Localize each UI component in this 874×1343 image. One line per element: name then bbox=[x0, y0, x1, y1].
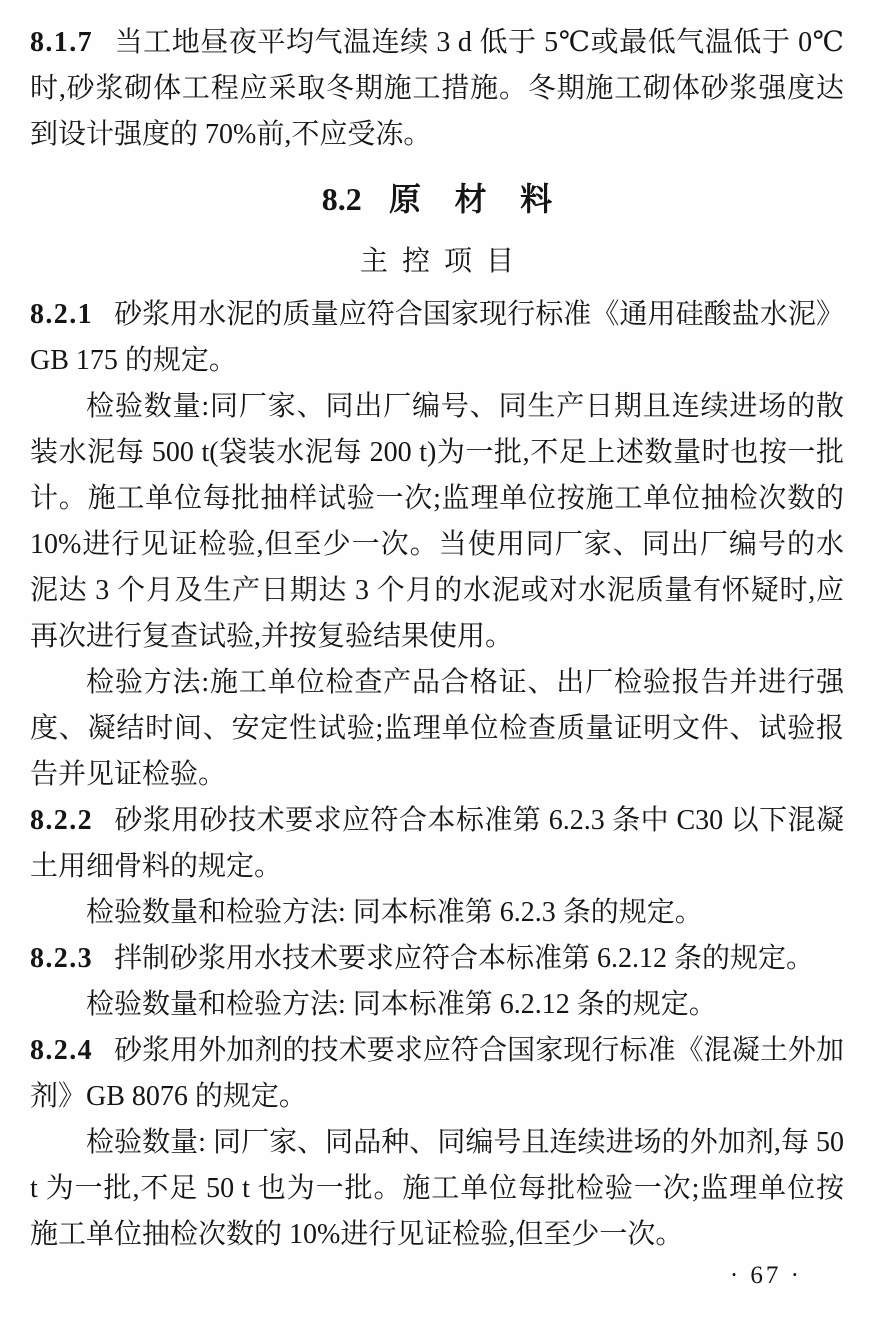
section-heading-title: 原材料 bbox=[388, 181, 586, 217]
clause-8-2-1-text: 砂浆用水泥的质量应符合国家现行标准《通用硅酸盐水泥》GB 175 的规定。 bbox=[30, 299, 844, 376]
clause-8-1-7 bbox=[30, 20, 844, 158]
page-number: · 67 · bbox=[729, 1262, 802, 1289]
clause-8-2-3-text: 拌制砂浆用水技术要求应符合本标准第 6.2.12 条的规定。 bbox=[114, 943, 815, 974]
clause-8-2-3 bbox=[30, 936, 844, 982]
clause-8-2-1-inspection-method: 检验方法:施工单位检查产品合格证、出厂检验报告并进行强度、凝结时间、安定性试验;监理单位检查质量证明文件、试验报告并见证检验。 bbox=[30, 667, 844, 790]
clause-8-2-2-number: 8.2.2 bbox=[30, 805, 93, 836]
section-heading-8-2 bbox=[30, 178, 844, 220]
clause-8-2-2-text: 砂浆用砂技术要求应符合本标准第 6.2.3 条中 C30 以下混凝土用细骨料的规定。 bbox=[30, 805, 844, 882]
clause-8-2-2 bbox=[30, 798, 844, 890]
clause-8-2-3-number: 8.2.3 bbox=[30, 943, 93, 974]
clause-8-2-4 bbox=[30, 1028, 844, 1120]
clause-8-2-1-inspection-quantity: 检验数量:同厂家、同出厂编号、同生产日期且连续进场的散装水泥每 500 t(袋装水泥每 200 t)为一批,不足上述数量时也按一批计。施工单位每批抽样试验一次;监理单位按施工单位抽检次数的 10%进行见证检验,但至少一次。当使用同厂家、同出厂编号的水泥达 3 个月及生产日期达 3 个月的水泥或对水泥质量有怀疑时,应再次进行复查试验,并按复验结果使用。 bbox=[30, 391, 844, 652]
clause-8-2-1-number: 8.2.1 bbox=[30, 299, 93, 330]
clause-8-1-7-text: 当工地昼夜平均气温连续 3 d 低于 5℃或最低气温低于 0℃时,砂浆砌体工程应采取冬期施工措施。冬期施工砌体砂浆强度达到设计强度的 70%前,不应受冻。 bbox=[30, 27, 844, 150]
clause-8-2-4-text: 砂浆用外加剂的技术要求应符合国家现行标准《混凝土外加剂》GB 8076 的规定。 bbox=[30, 1035, 844, 1112]
clause-8-2-4-inspection-quantity: 检验数量: 同厂家、同品种、同编号且连续进场的外加剂,每 50 t 为一批,不足 50 t 也为一批。施工单位每批检验一次;监理单位按施工单位抽检次数的 10%进行见证检验,但至少一次。 bbox=[30, 1127, 844, 1250]
clause-8-2-4-number: 8.2.4 bbox=[30, 1035, 93, 1066]
clause-8-1-7-number: 8.1.7 bbox=[30, 27, 93, 58]
clause-8-2-1 bbox=[30, 292, 844, 384]
section-heading-number: 8.2 bbox=[321, 181, 362, 217]
clause-8-2-2-inspection-qty-method: 检验数量和检验方法: 同本标准第 6.2.3 条的规定。 bbox=[86, 897, 703, 928]
subsection-heading-master-items: 主控项目 bbox=[359, 246, 528, 277]
clause-8-2-3-inspection-qty-method: 检验数量和检验方法: 同本标准第 6.2.12 条的规定。 bbox=[86, 989, 717, 1020]
